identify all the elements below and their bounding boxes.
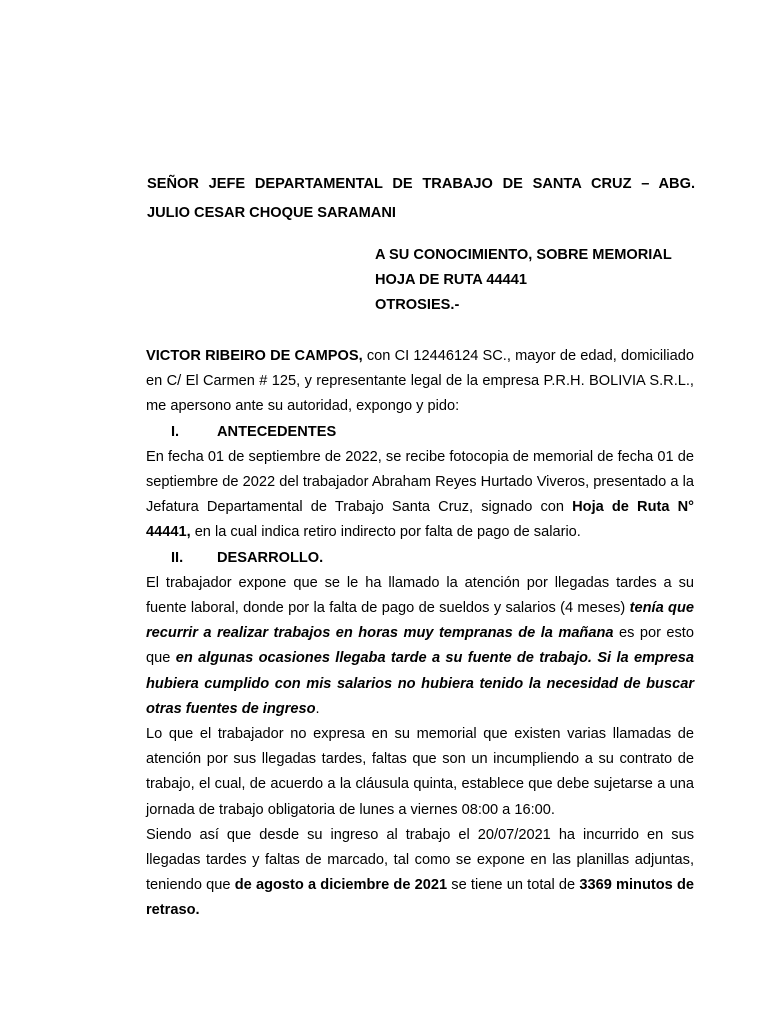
reference-line-3: OTROSIES.- bbox=[375, 297, 460, 313]
emphasis-quote: en algunas ocasiones llegaba tarde a su fuente de trabajo. Si la empresa hubiera cumplido con mis salarios no hubiera tenido la necesidad de buscar otras fuentes de ingreso bbox=[146, 650, 695, 717]
desarrollo-paragraph-2: Lo que el trabajador no expresa en su memorial que existen varias llamadas de atención por sus llegadas tardes, faltas que son un incumpliendo a su contrato de trabajo, el cual, de acuerdo a la cláusula quinta, establece que debe sujetarse a una jornada de trabajo obligatoria de lunes a viernes 08:00 a 16:00. bbox=[146, 726, 694, 818]
petitioner-name: VICTOR RIBEIRO DE CAMPOS, bbox=[146, 348, 363, 364]
section-heading-antecedentes bbox=[146, 420, 694, 445]
intro-text: con CI 12446124 SC., mayor de edad, domiciliado en C/ El Carmen # 125, y representante legal de la empresa P.R.H. BOLIVIA S.R.L., me apersono ante su autoridad, expongo y pido: bbox=[146, 348, 694, 415]
addressee-line-2: JULIO CESAR CHOQUE SARAMANI bbox=[147, 205, 396, 221]
text-run: . bbox=[315, 700, 320, 717]
section-number: I. bbox=[171, 423, 180, 440]
emphasis-quote: tenía que recurrir a realizar trabajos en horas muy tempranas de la mañana bbox=[146, 600, 695, 642]
text-run: En fecha 01 de septiembre de 2022, se recibe fotocopia de memorial de fecha 01 de septiembre de 2022 del trabajador Abraham Reyes Hurtado Viveros, presentado a la Jefatura Departamental de Trabajo Santa Cruz, signado con bbox=[146, 448, 694, 516]
reference-line-2: HOJA DE RUTA 44441 bbox=[375, 272, 527, 288]
total-minutes-highlight: 3369 minutos de retraso. bbox=[146, 877, 694, 919]
text-run: se tiene un total de bbox=[447, 877, 580, 894]
reference-line-1: A SU CONOCIMIENTO, SOBRE MEMORIAL bbox=[375, 247, 672, 263]
desarrollo-paragraph-1 bbox=[146, 571, 694, 722]
text-run: es por esto que bbox=[146, 625, 694, 667]
document-body bbox=[146, 344, 694, 924]
section-number: II. bbox=[171, 549, 184, 566]
addressee-block bbox=[147, 170, 695, 228]
section-title: ANTECEDENTES bbox=[217, 423, 337, 440]
text-run: en la cual indica retiro indirecto por falta de pago de salario. bbox=[190, 524, 581, 541]
reference-block bbox=[375, 243, 672, 318]
section-title: DESARROLLO. bbox=[217, 549, 324, 566]
text-run: El trabajador expone que se le ha llamado la atención por llegadas tardes a su fuente laboral, donde por la falta de pago de sueldos y salarios (4 meses) bbox=[146, 574, 694, 617]
addressee-line-1: SEÑOR JEFE DEPARTAMENTAL DE TRABAJO DE SANTA CRUZ – ABG. bbox=[147, 176, 695, 192]
route-sheet-reference: Hoja de Ruta N° 44441, bbox=[146, 499, 694, 541]
period-highlight: de agosto a diciembre de 2021 bbox=[234, 877, 448, 894]
text-run: Siendo así que desde su ingreso al trabajo el 20/07/2021 ha incurrido en sus llegadas tardes y faltas de marcado, tal como se expone en las planillas adjuntas, teniendo que bbox=[146, 826, 694, 894]
section-heading-desarrollo bbox=[146, 546, 694, 571]
intro-paragraph bbox=[146, 344, 694, 420]
antecedentes-paragraph bbox=[146, 445, 694, 546]
desarrollo-paragraph-3 bbox=[146, 823, 694, 924]
